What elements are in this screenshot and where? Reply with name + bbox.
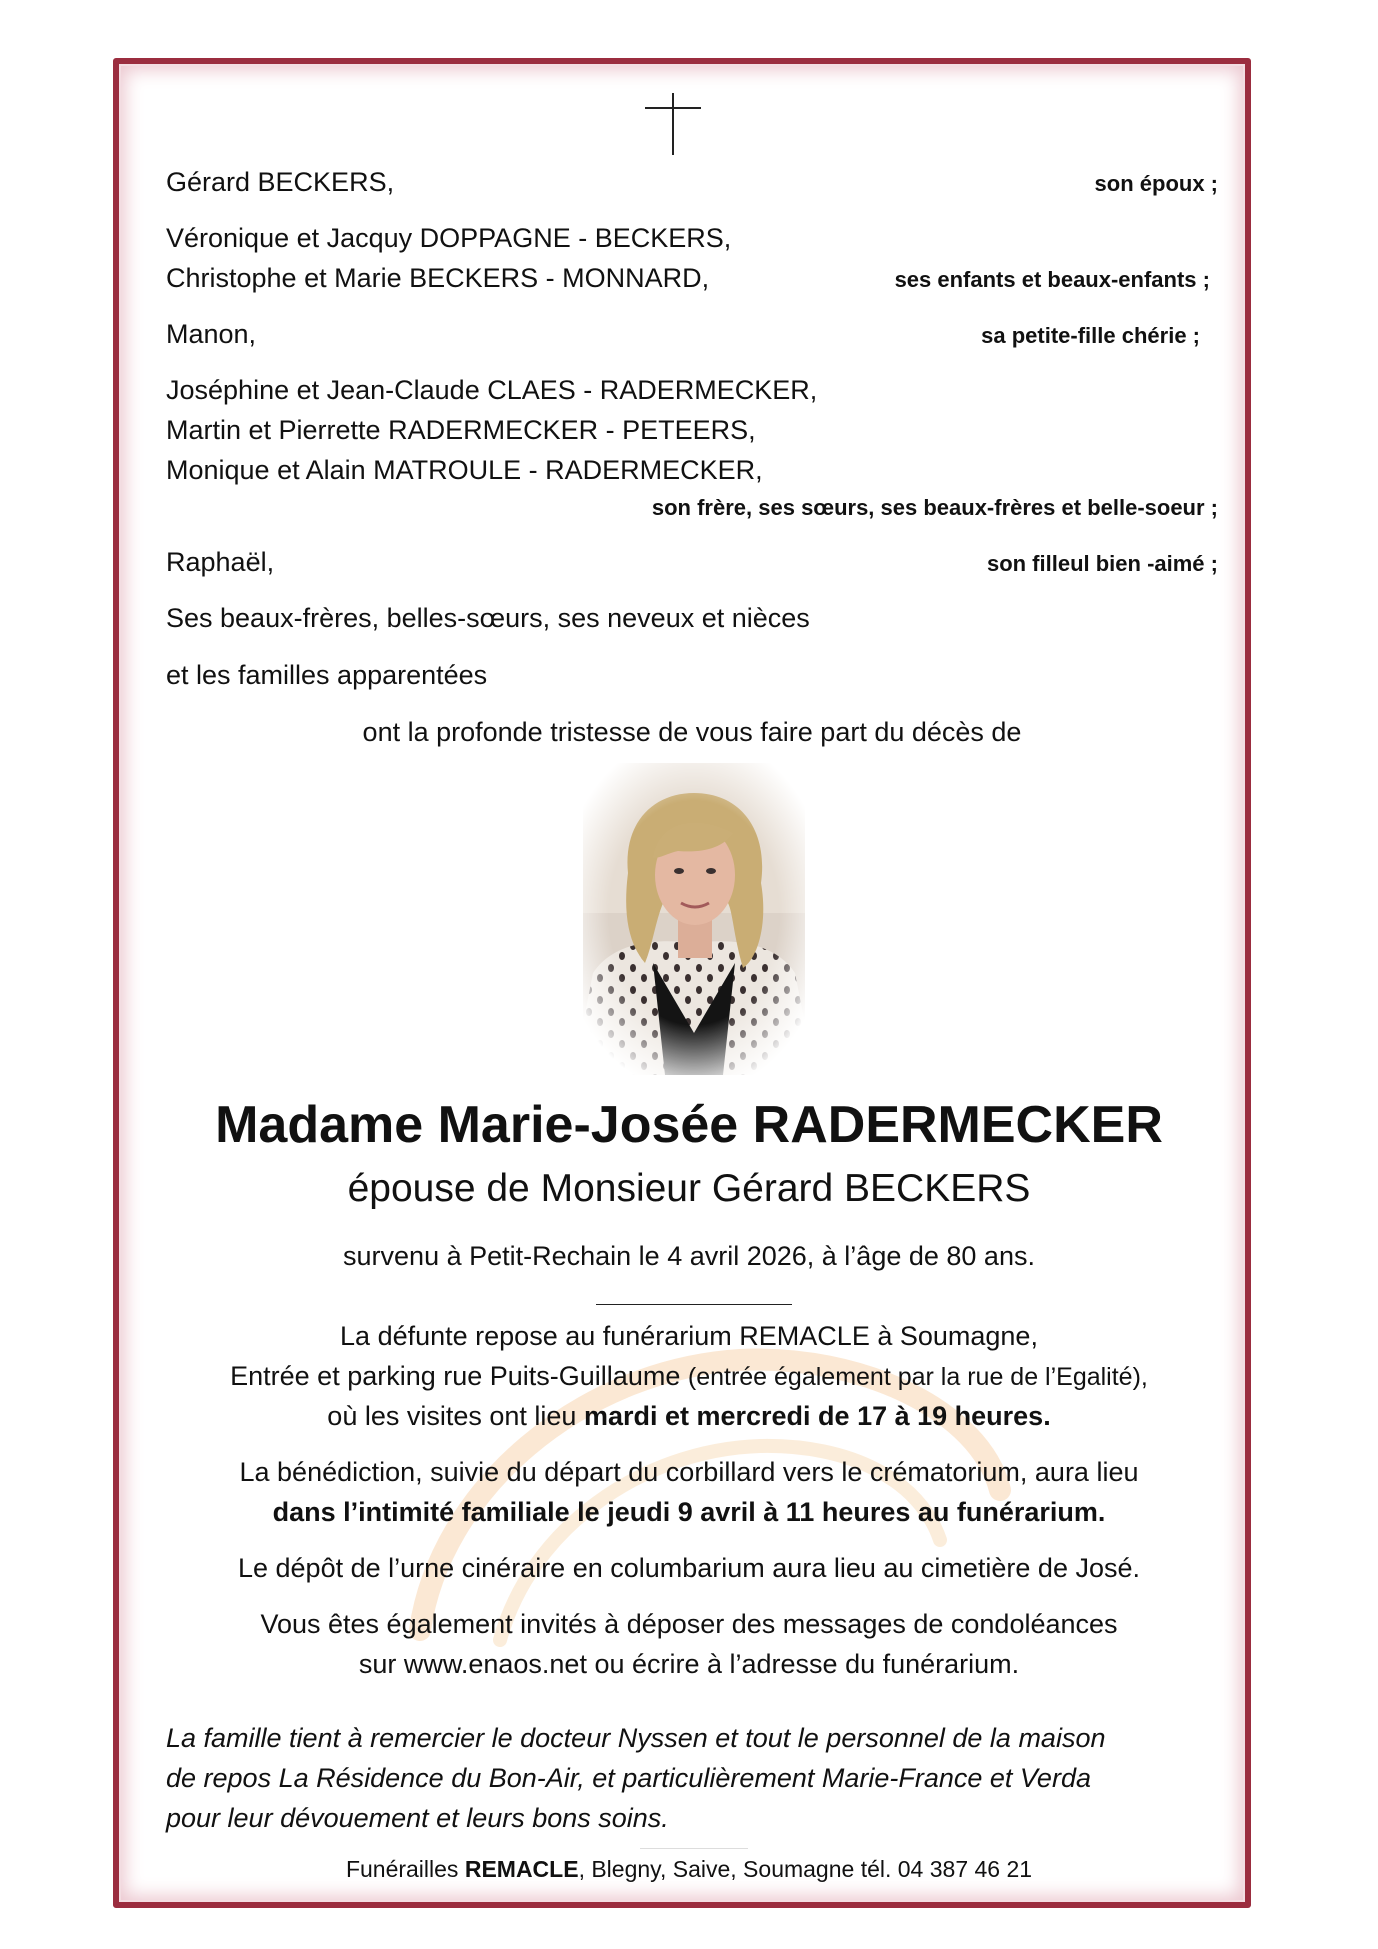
thanks-message — [166, 1718, 1246, 1838]
family-row-siblings — [166, 486, 1218, 526]
divider — [596, 1304, 792, 1305]
visit-line-1: La défunte repose au funérarium REMACLE à Soumagne, — [340, 1321, 1038, 1351]
family-relation: sa petite-fille chérie ; — [981, 323, 1200, 348]
condolences-line-2: sur www.enaos.net ou écrire à l’adresse du funérarium. — [358, 1649, 1020, 1679]
family-row-godson — [166, 542, 1218, 582]
family-relation: son frère, ses sœurs, ses beaux-frères et belle-soeur ; — [651, 495, 1218, 520]
thanks-line: de repos La Résidence du Bon-Air, et particulièrement Marie-France et Verda — [166, 1763, 1091, 1793]
deceased-spouse: épouse de Monsieur Gérard BECKERS — [347, 1167, 1031, 1210]
visit-address-note: (entrée également par la rue de l’Egalité), — [687, 1363, 1148, 1391]
cross-icon — [645, 93, 701, 155]
family-row-children — [166, 258, 1218, 298]
visit-hours-label: où les visites ont lieu — [327, 1401, 577, 1431]
family-name: Martin et Pierrette RADERMECKER - PETEERS, — [166, 415, 756, 445]
family-name: Gérard BECKERS, — [166, 167, 395, 197]
thanks-line: pour leur dévouement et leurs bons soins. — [166, 1803, 669, 1833]
deceased-name: Madame Marie-Josée RADERMECKER — [215, 1096, 1163, 1154]
ceremony-line-1: La bénédiction, suivie du départ du corbillard vers le crématorium, aura lieu — [239, 1457, 1139, 1487]
family-name: Véronique et Jacquy DOPPAGNE - BECKERS, — [166, 223, 732, 253]
family-name: Monique et Alain MATROULE - RADERMECKER, — [166, 455, 763, 485]
family-row-granddaughter — [166, 314, 1218, 354]
funeral-home-footer — [120, 1852, 1258, 1886]
family-relation: ses enfants et beaux-enfants ; — [894, 267, 1210, 292]
visit-line-3 — [120, 1396, 1258, 1436]
family-relation: son filleul bien -aimé ; — [986, 551, 1218, 576]
visit-hours: mardi et mercredi de 17 à 19 heures. — [583, 1401, 1051, 1431]
family-name: Joséphine et Jean-Claude CLAES - RADERMECKER, — [166, 375, 818, 405]
footer-contact: , Blegny, Saive, Soumagne tél. 04 387 46 21 — [578, 1856, 1033, 1882]
family-name: Christophe et Marie BECKERS - MONNARD, — [166, 263, 710, 293]
death-details: survenu à Petit-Rechain le 4 avril 2026, à l’âge de 80 ans. — [343, 1241, 1035, 1271]
condolences-line-1: Vous êtes également invités à déposer des messages de condoléances — [260, 1609, 1118, 1639]
visit-address: Entrée et parking rue Puits-Guillaume — [230, 1361, 681, 1391]
other-relatives: et les familles apparentées — [166, 660, 488, 690]
announcement-intro: ont la profonde tristesse de vous faire part du décès de — [362, 717, 1022, 747]
urn-notice: Le dépôt de l’urne cinéraire en columbarium aura lieu au cimetière de José. — [237, 1553, 1140, 1583]
visit-line-2 — [120, 1356, 1258, 1397]
family-relation: son époux ; — [1094, 171, 1218, 196]
family-row-spouse — [166, 162, 1218, 202]
funeral-home-name: REMACLE — [464, 1856, 579, 1882]
other-relatives: Ses beaux-frères, belles-sœurs, ses neveux et nièces — [166, 603, 810, 633]
footer-divider — [640, 1848, 748, 1849]
family-name: Raphaël, — [166, 547, 275, 577]
portrait-photo — [583, 763, 805, 1075]
family-name: Manon, — [166, 319, 257, 349]
thanks-line: La famille tient à remercier le docteur Nyssen et tout le personnel de la maison — [166, 1723, 1106, 1753]
footer-prefix: Funérailles — [345, 1856, 459, 1882]
ceremony-line-2: dans l’intimité familiale le jeudi 9 avril à 11 heures au funérarium. — [272, 1497, 1106, 1527]
